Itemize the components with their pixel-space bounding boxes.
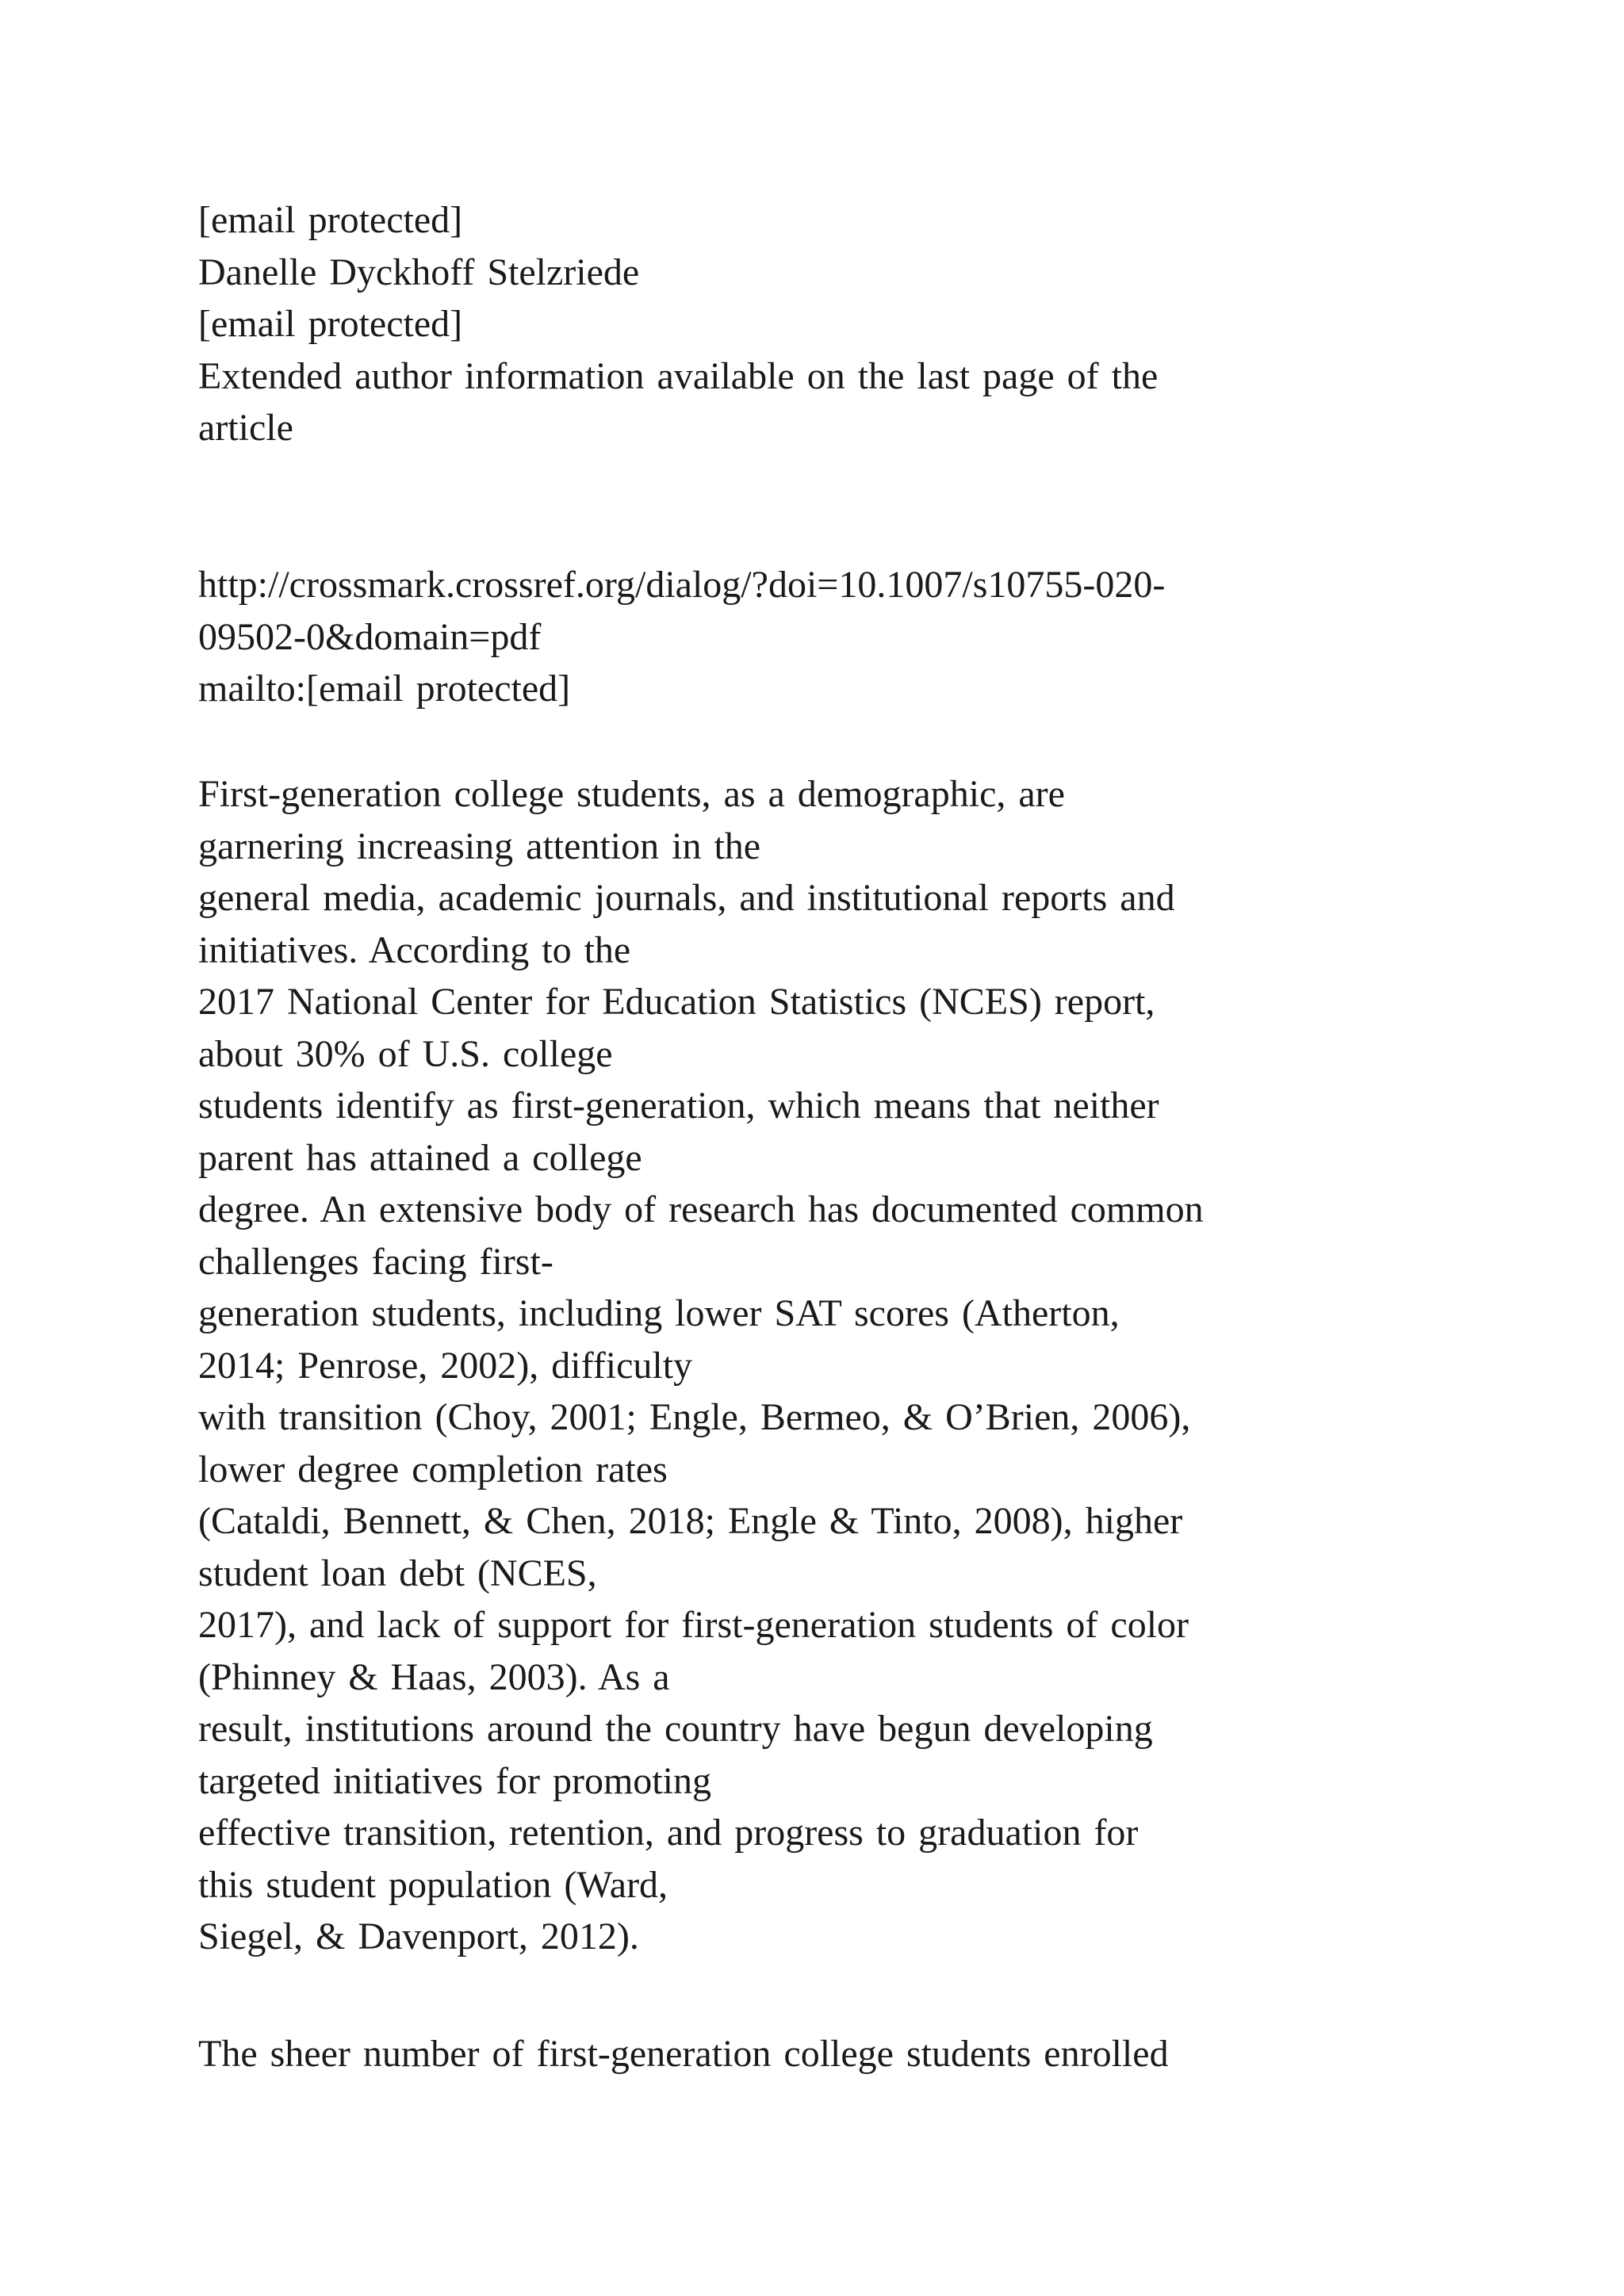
paragraph-line: The sheer number of first-generation college students enrolled [198,2033,1169,2075]
author-info-block [198,194,1499,454]
paragraph-line: lower degree completion rates [198,1448,668,1490]
author-email-line: [email protected] [198,199,463,241]
author-name-line: Danelle Dyckhoff Stelzriede [198,251,640,293]
paragraph-line: general media, academic journals, and institutional reports and [198,877,1175,919]
paragraph-line: about 30% of U.S. college [198,1032,613,1075]
paragraph-line: Siegel, & Davenport, 2012). [198,1915,639,1957]
paragraph-line: First-generation college students, as a demographic, are [198,773,1065,815]
paragraph-line: students identify as first-generation, which means that neither [198,1085,1159,1127]
paragraph-line: 2017), and lack of support for first-generation students of color [198,1604,1189,1646]
paragraph-line: this student population (Ward, [198,1863,668,1906]
crossmark-link-line: 09502-0&domain=pdf [198,615,542,658]
author-note-line: Extended author information available on the last page of the [198,354,1159,397]
paragraph-line: degree. An extensive body of research has documented common [198,1188,1204,1230]
paragraph-line: parent has attained a college [198,1136,642,1179]
body-paragraph-1 [198,768,1499,1963]
paragraph-line: 2017 National Center for Education Statistics (NCES) report, [198,981,1155,1023]
paragraph-line: student loan debt (NCES, [198,1552,597,1594]
paragraph-line: (Cataldi, Bennett, & Chen, 2018; Engle & Tinto, 2008), higher [198,1500,1183,1542]
paragraph-line: targeted initiatives for promoting [198,1759,711,1802]
body-paragraph-2 [198,2028,1499,2080]
author-email-line: [email protected] [198,303,463,345]
author-note-line: article [198,407,293,449]
paragraph-line: 2014; Penrose, 2002), difficulty [198,1344,693,1387]
paragraph-line: challenges facing first- [198,1240,553,1283]
paragraph-line: garnering increasing attention in the [198,825,761,867]
mailto-link-line: mailto:[email protected] [198,668,571,710]
paragraph-line: generation students, including lower SAT scores (Atherton, [198,1292,1120,1334]
link-block [198,559,1499,715]
paragraph-line: effective transition, retention, and progress to graduation for [198,1812,1139,1854]
paragraph-line: with transition (Choy, 2001; Engle, Bermeo, & O’Brien, 2006), [198,1396,1191,1438]
paragraph-line: initiatives. According to the [198,928,631,971]
paragraph-line: (Phinney & Haas, 2003). As a [198,1655,670,1698]
crossmark-link-line: http://crossmark.crossref.org/dialog/?doi=10.1007/s10755-020- [198,564,1166,606]
paragraph-line: result, institutions around the country have begun developing [198,1708,1153,1750]
